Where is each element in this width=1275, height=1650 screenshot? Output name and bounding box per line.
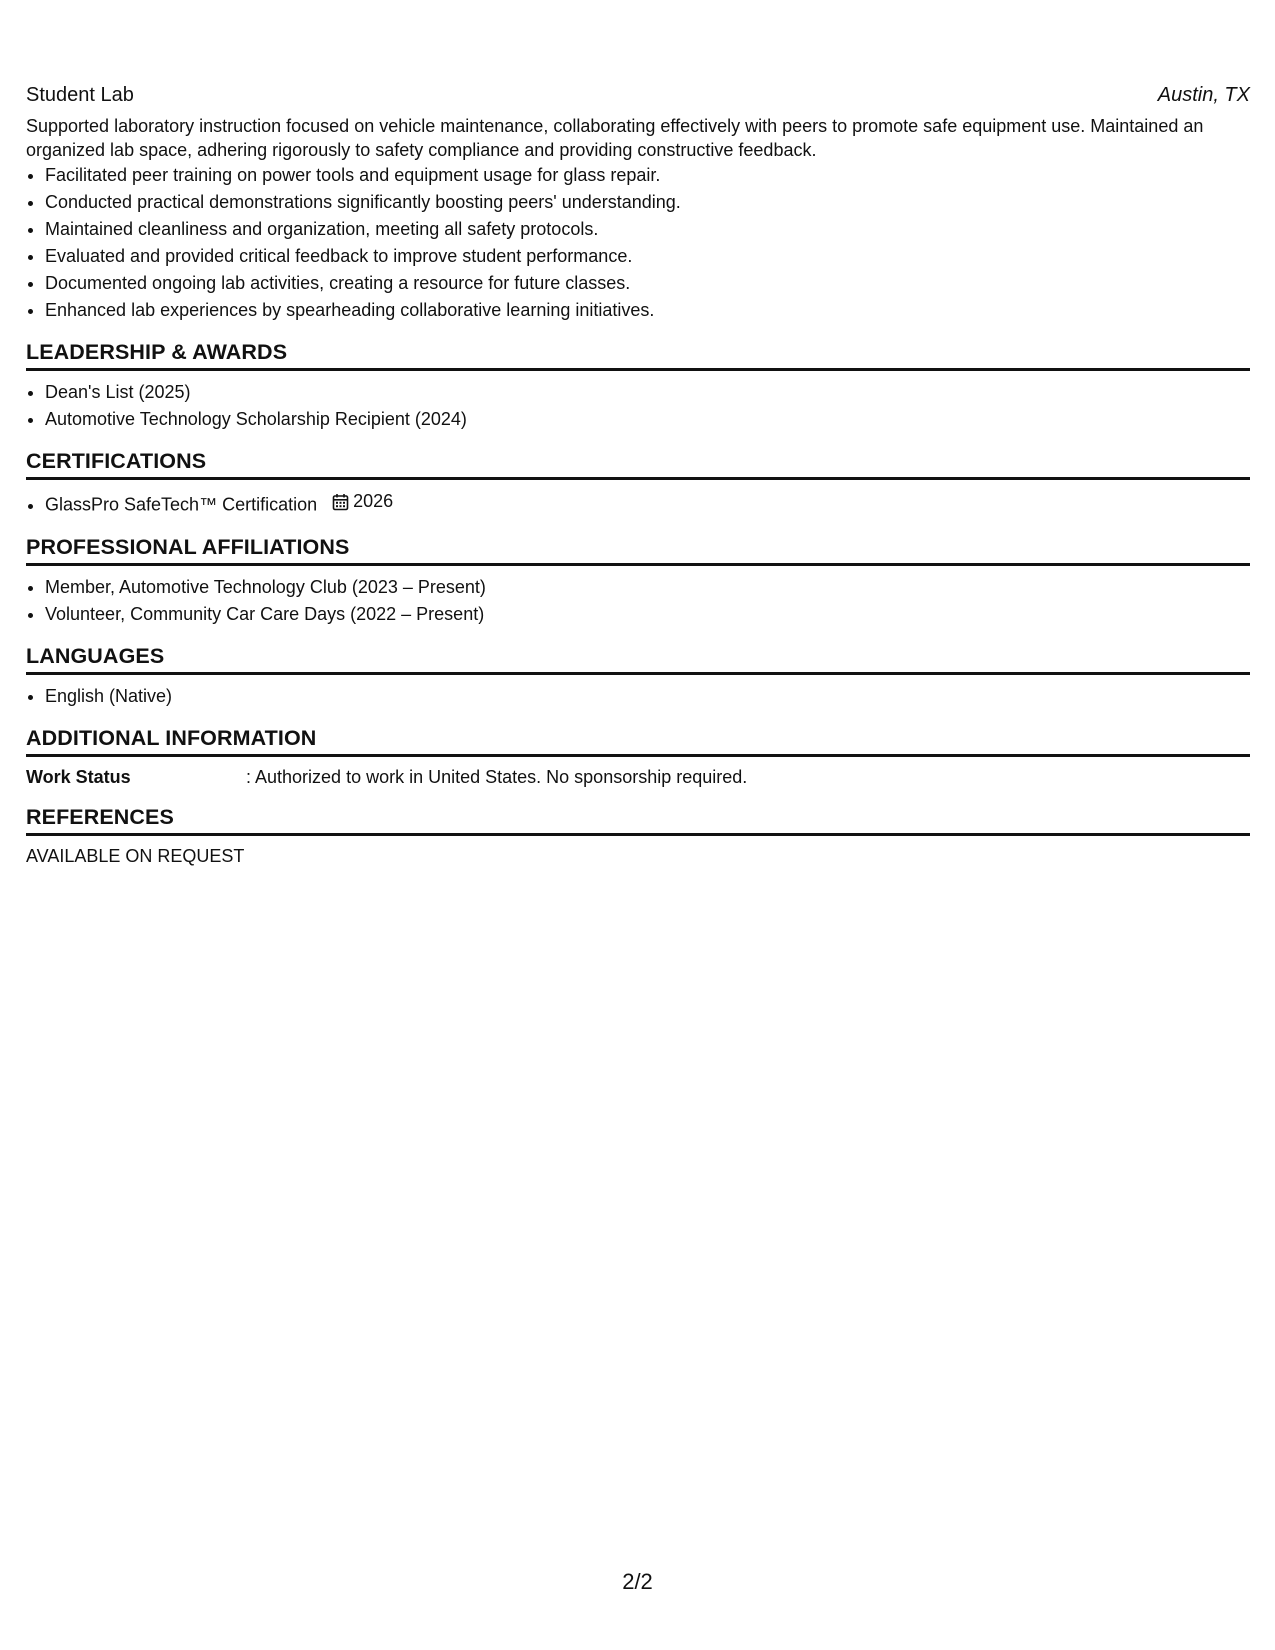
list-item: • Automotive Technology Scholarship Recipient (2024) [45, 406, 1250, 433]
list-item: • Documented ongoing lab activities, creating a resource for future classes. [45, 270, 1250, 297]
affiliations-section [26, 533, 1250, 628]
work-status-label: Work Status [26, 766, 131, 787]
certifications-list [26, 488, 1250, 519]
section-heading: CERTIFICATIONS [26, 447, 1250, 480]
references-text: AVAILABLE ON REQUEST [26, 845, 245, 866]
work-status-row [26, 765, 1250, 789]
certification-name: GlassPro SafeTech™ Certification [45, 494, 318, 515]
resume-page [26, 82, 1250, 868]
leadership-section [26, 338, 1250, 433]
page-number: 2/2 [622, 1569, 653, 1594]
experience-summary: Supported laboratory instruction focused on vehicle maintenance, collaborating effectively with peers to promote safe equipment use. Maintained an organized lab space, adhering rigorously to safety compliance and providing constructive feedback. [26, 116, 1204, 160]
languages-section [26, 642, 1250, 710]
section-heading: REFERENCES [26, 803, 1250, 836]
list-item: • Evaluated and provided critical feedback to improve student performance. [45, 243, 1250, 270]
section-heading: PROFESSIONAL AFFILIATIONS [26, 533, 1250, 566]
leadership-list [26, 379, 1250, 433]
section-heading: ADDITIONAL INFORMATION [26, 724, 1250, 757]
experience-header [26, 82, 1250, 108]
languages-list [26, 683, 1250, 710]
list-item: • Enhanced lab experiences by spearheading collaborative learning initiatives. [45, 297, 1250, 324]
list-item: • English (Native) [45, 683, 1250, 710]
references-section [26, 803, 1250, 868]
role-location: Austin, TX [1157, 84, 1250, 106]
list-item: • Dean's List (2025) [45, 379, 1250, 406]
experience-bullets [26, 162, 1250, 324]
affiliations-list [26, 574, 1250, 628]
section-heading: LEADERSHIP & AWARDS [26, 338, 1250, 371]
additional-section [26, 724, 1250, 789]
list-item: • Member, Automotive Technology Club (2023 – Present) [45, 574, 1250, 601]
section-heading: LANGUAGES [26, 642, 1250, 675]
list-item: • Conducted practical demonstrations significantly boosting peers' understanding. [45, 189, 1250, 216]
list-item: • Maintained cleanliness and organization, meeting all safety protocols. [45, 216, 1250, 243]
certification-year: 2026 [353, 491, 394, 511]
certification-date [332, 488, 393, 515]
certifications-section [26, 447, 1250, 519]
work-status-value: : Authorized to work in United States. No sponsorship required. [246, 766, 748, 787]
calendar-icon [332, 493, 349, 511]
role-title: Student Lab [26, 84, 134, 106]
list-item [45, 488, 1250, 519]
list-item: • Facilitated peer training on power tools and equipment usage for glass repair. [45, 162, 1250, 189]
list-item: • Volunteer, Community Car Care Days (2022 – Present) [45, 601, 1250, 628]
